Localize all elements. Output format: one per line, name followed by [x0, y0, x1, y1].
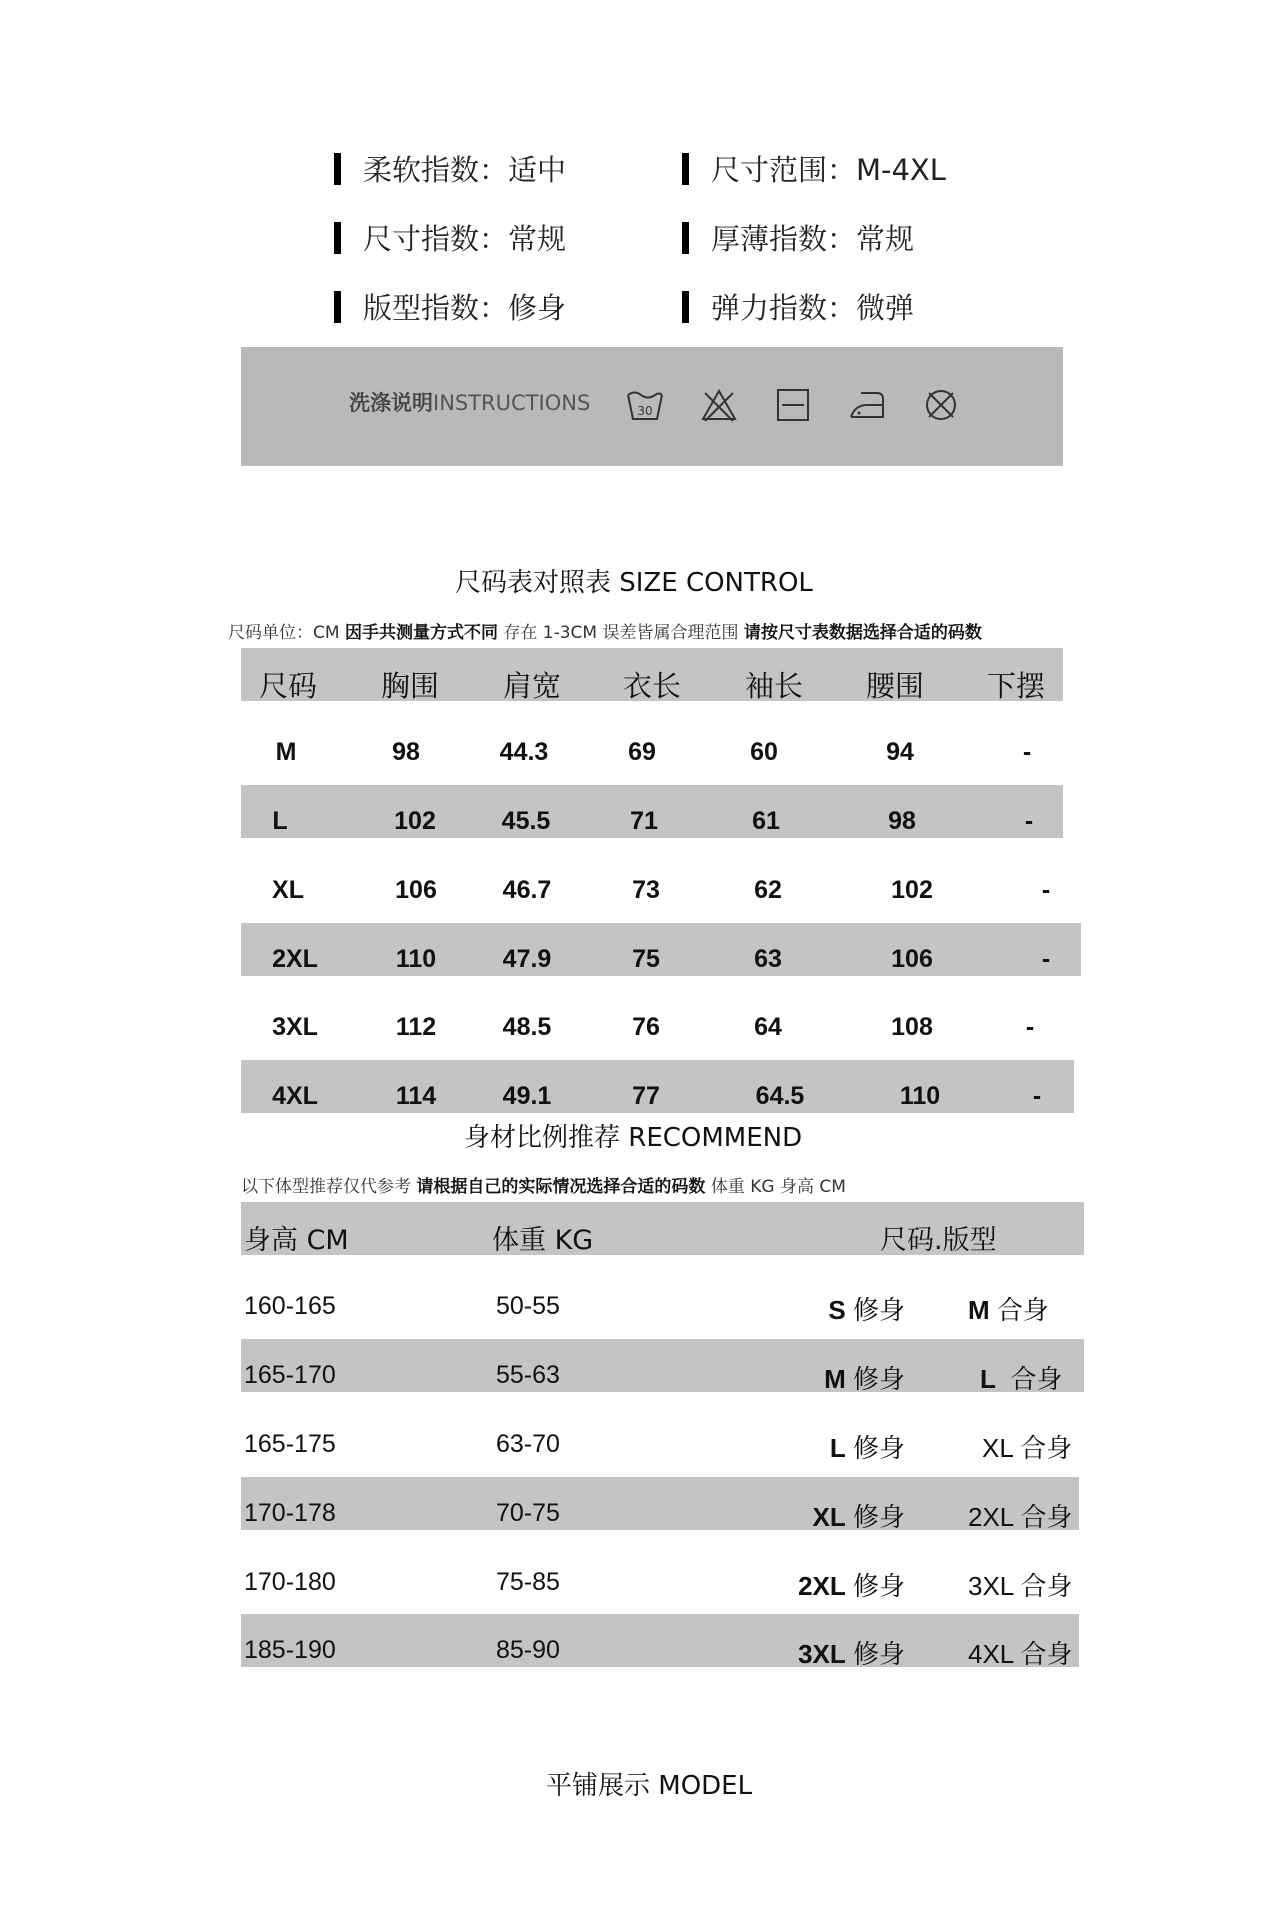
size-header-sleeve: 袖长 [744, 669, 804, 703]
fit-size: L [980, 1364, 996, 1394]
tumble-dry-icon [773, 385, 813, 425]
fit-label: 合身 [1010, 1364, 1063, 1394]
fit-size: XL [982, 1433, 1013, 1463]
size-cell: - [1022, 738, 1032, 766]
size-cell: XL [272, 876, 304, 904]
size-cell: M [275, 738, 297, 766]
recommend-note [241, 1172, 846, 1197]
recommend-slim [813, 1497, 905, 1534]
attribute-size-index [334, 217, 566, 258]
recommend-title: 身材比例推荐 RECOMMEND [464, 1123, 803, 1153]
recommend-height: 185-190 [244, 1636, 336, 1664]
attribute-fit [334, 286, 566, 327]
size-cell: 106 [891, 945, 933, 973]
recommend-weight: 55-63 [496, 1361, 560, 1389]
size-cell: 106 [395, 876, 437, 904]
recommend-fit [968, 1290, 1049, 1327]
size-cell: 44.3 [499, 738, 549, 766]
size-cell: 102 [891, 876, 933, 904]
attribute-label: 尺寸指数：常规 [363, 222, 567, 256]
size-cell: 64 [754, 1013, 782, 1041]
size-cell: - [1024, 807, 1034, 835]
attribute-elasticity [682, 286, 914, 327]
attribute-label: 版型指数：修身 [363, 291, 567, 325]
model-heading: 平铺展示 MODEL [546, 1771, 753, 1801]
recommend-slim [824, 1359, 905, 1396]
attribute-softness [334, 148, 566, 189]
fit-label: 合身 [1020, 1433, 1073, 1463]
slim-size: 2XL [798, 1571, 846, 1601]
size-cell: 98 [888, 807, 916, 835]
iron-icon [847, 385, 887, 425]
recommend-height: 165-170 [244, 1361, 336, 1389]
bullet-bar [682, 222, 689, 254]
recommend-weight: 85-90 [496, 1636, 560, 1664]
size-table-title: 尺码表对照表 SIZE CONTROL [455, 568, 813, 598]
attribute-thickness [682, 217, 914, 258]
slim-size: XL [812, 1502, 846, 1532]
bullet-bar [682, 153, 689, 185]
note-reference: 以下体型推荐仅代参考 [241, 1177, 411, 1197]
size-row-band [241, 923, 1081, 976]
slim-label: 修身 [852, 1639, 905, 1669]
slim-size: L [829, 1433, 846, 1463]
wash-temp-text: 30 [637, 404, 653, 418]
size-cell: 3XL [272, 1013, 318, 1041]
recommend-slim [798, 1634, 905, 1671]
slim-label: 修身 [852, 1295, 905, 1325]
attribute-label: 柔软指数：适中 [363, 153, 567, 187]
recommend-row-band [241, 1339, 1084, 1392]
slim-label: 修身 [852, 1433, 905, 1463]
slim-label: 修身 [852, 1364, 905, 1394]
fit-label: 合身 [1020, 1502, 1073, 1532]
note-measure: 因手共测量方式不同 [344, 623, 498, 643]
size-header-waist: 腰围 [865, 669, 925, 703]
recommend-height: 170-180 [244, 1568, 336, 1596]
attribute-size-range [682, 148, 946, 189]
size-cell: 110 [395, 945, 437, 973]
size-cell: 4XL [272, 1082, 318, 1110]
recommend-row-band [241, 1477, 1079, 1530]
bullet-bar [334, 222, 341, 254]
note-choose: 请按尺寸表数据选择合适的码数 [743, 623, 982, 643]
size-cell: 110 [899, 1082, 941, 1110]
size-cell: 49.1 [502, 1082, 552, 1110]
recommend-fit [968, 1634, 1073, 1671]
recommend-height: 170-178 [244, 1499, 336, 1527]
fit-label: 合身 [1020, 1571, 1073, 1601]
wash-instructions-banner [241, 347, 1063, 466]
size-cell: 114 [395, 1082, 437, 1110]
size-cell: - [1025, 1013, 1035, 1041]
size-cell: 76 [632, 1013, 660, 1041]
wash-label-cn: 洗涤说明 [349, 391, 433, 415]
slim-size: M [824, 1364, 846, 1394]
size-cell: 45.5 [501, 807, 551, 835]
size-cell: 46.7 [502, 876, 552, 904]
fit-size: 4XL [968, 1639, 1014, 1669]
size-cell: L [272, 807, 288, 835]
recommend-weight: 70-75 [496, 1499, 560, 1527]
recommend-fit [968, 1497, 1073, 1534]
note-unit: 尺码单位：CM [228, 623, 340, 643]
note-units: 体重 KG 身高 CM [710, 1177, 846, 1197]
note-choose: 请根据自己的实际情况选择合适的码数 [416, 1177, 706, 1197]
size-header-length: 衣长 [622, 669, 682, 703]
bullet-bar [334, 291, 341, 323]
attribute-label: 弹力指数：微弹 [711, 291, 915, 325]
size-cell: - [1041, 945, 1051, 973]
size-cell: - [1032, 1082, 1042, 1110]
size-cell: 73 [632, 876, 660, 904]
fit-label: 合身 [996, 1295, 1049, 1325]
recommend-fit [968, 1566, 1073, 1603]
recommend-weight: 50-55 [496, 1292, 560, 1320]
size-header-size: 尺码 [258, 669, 318, 703]
wash-instructions-label [349, 387, 590, 417]
no-dryclean-icon [921, 385, 961, 425]
size-cell: 108 [891, 1013, 933, 1041]
note-error: 存在 1-3CM 误差皆属合理范围 [503, 623, 739, 643]
size-cell: 75 [632, 945, 660, 973]
size-header-chest: 胸围 [380, 669, 440, 703]
size-cell: 71 [630, 807, 658, 835]
recommend-height: 160-165 [244, 1292, 336, 1320]
size-header-hem: 下摆 [986, 669, 1046, 703]
slim-size: S [828, 1295, 846, 1325]
recommend-fit [980, 1359, 1062, 1396]
size-cell: 63 [754, 945, 782, 973]
recommend-slim [828, 1290, 905, 1327]
recommend-weight: 63-70 [496, 1430, 560, 1458]
recommend-header-size: 尺码.版型 [880, 1225, 997, 1256]
size-cell: 2XL [272, 945, 318, 973]
size-cell: 47.9 [502, 945, 552, 973]
recommend-slim [830, 1428, 905, 1465]
fit-size: 2XL [968, 1502, 1014, 1532]
size-cell: 112 [395, 1013, 437, 1041]
bullet-bar [682, 291, 689, 323]
attribute-label: 尺寸范围：M-4XL [711, 153, 946, 187]
slim-label: 修身 [852, 1571, 905, 1601]
size-cell: 60 [750, 738, 778, 766]
size-cell: 62 [754, 876, 782, 904]
fit-size: 3XL [968, 1571, 1014, 1601]
attribute-label: 厚薄指数：常规 [711, 222, 915, 256]
size-cell: 98 [392, 738, 420, 766]
recommend-fit [982, 1428, 1072, 1465]
bullet-bar [334, 153, 341, 185]
size-cell: 48.5 [502, 1013, 552, 1041]
slim-label: 修身 [852, 1502, 905, 1532]
size-header-shoulder: 肩宽 [502, 669, 562, 703]
size-cell: 77 [632, 1082, 660, 1110]
recommend-slim [798, 1566, 905, 1603]
no-bleach-icon [699, 385, 739, 425]
recommend-header-height: 身高 CM [244, 1225, 349, 1256]
size-cell: 64.5 [755, 1082, 805, 1110]
recommend-header-weight: 体重 KG [492, 1225, 594, 1256]
size-cell: 69 [628, 738, 656, 766]
size-cell: 102 [394, 807, 436, 835]
wash-label-en: INSTRUCTIONS [433, 391, 591, 415]
slim-size: 3XL [798, 1639, 846, 1669]
recommend-height: 165-175 [244, 1430, 336, 1458]
fit-size: M [968, 1295, 990, 1325]
wash-30-icon [625, 385, 665, 425]
recommend-weight: 75-85 [496, 1568, 560, 1596]
size-cell: 94 [886, 738, 914, 766]
fit-label: 合身 [1020, 1639, 1073, 1669]
recommend-row-band [241, 1614, 1079, 1667]
size-cell: - [1041, 876, 1051, 904]
size-cell: 61 [752, 807, 780, 835]
size-table-note [228, 618, 982, 643]
